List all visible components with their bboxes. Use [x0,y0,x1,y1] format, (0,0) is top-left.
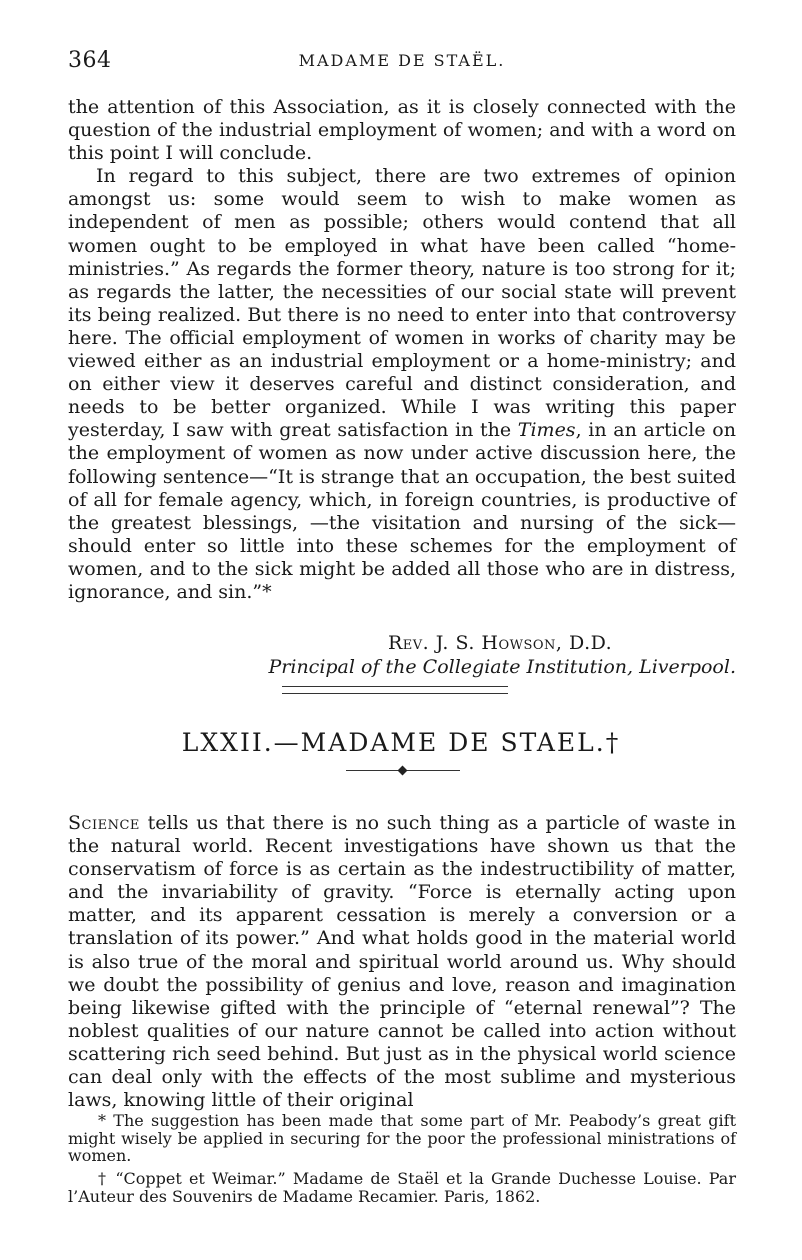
running-head [68,48,736,78]
paragraph-text-b: , in an article on the employment of women as now under active discussion here, the following sentence—“It is strange that an occupation, the best suited of all for female agency, which, in foreign countries, is productive of the greatest blessings, —the visitation and nursing of the sick—should enter so little into these schemes for the employment of women, and to the sick might be added all those who are in distress, ignorance, and sin.”* [68,419,736,603]
section-divider-rule [282,686,508,694]
section-body [68,812,736,1112]
running-title: MADAME DE STAËL. [298,51,506,70]
author-affiliation: Principal of the Collegiate Institution, Liverpool. [268,656,736,678]
section-paragraph [68,812,736,1112]
diamond-ornament-icon [398,765,408,775]
section-paragraph-text: tells us that there is no such thing as a particle of waste in the natural world. Recent investigations have shown us that the conservatism of force is as certain as the indestructibility of matter, and the invariability of gravity. “Force is eternally acting upon matter, and its apparent cessation is merely a conversion or a translation of its power.” And what holds good in the material world is also true of the moral and spiritual world around us. Why should we doubt the possibility of genius and love, reason and imagination being likewise gifted with the principle of “eternal renewal”? The noblest qualities of our nature cannot be called into action without scattering rich seed behind. But just as in the physical world science can deal only with the effects of the most sublime and mysterious laws, knowing little of their original [68,812,736,1112]
page-number: 364 [68,48,112,73]
section-heading: LXXII.—MADAME DE STAEL.† [181,728,621,757]
ornamental-rule [346,770,460,773]
paragraph-continued: the attention of this Association, as it is closely connected with the question of the industrial employment of women; and with a word on this point I will conclude. [68,96,736,165]
section-lead-word: Science [68,812,140,834]
paragraph-home-ministries [68,165,736,604]
times-newspaper-title: Times [517,419,576,442]
footnote-asterisk [68,1112,736,1165]
article-continuation [68,96,736,604]
footnote-text: * The suggestion has been made that some part of Mr. Peabody’s great gift might wisely be applied in securing for the poor the professional ministrations of women. [68,1111,736,1166]
paragraph-text-a: In regard to this subject, there are two extremes of opinion amongst us: some would seem to wish to make women as independent of men as possible; others would contend that all women ought to be employed in what have been called “home-ministries.” As regards the former theory, nature is too strong for it; as regards the latter, the necessities of our social state will prevent its being realized. But there is no need to enter into that controversy here. The official employment of women in works of charity may be viewed either as an industrial employment or a home-ministry; and on either view it deserves careful and distinct consideration, and needs to be better organized. While I was writing this paper yesterday, I saw with great satisfaction in the [68,165,736,442]
author-signature: Rev. J. S. Howson, D.D. [388,632,613,654]
footnote-text: † “Coppet et Weimar.” Madame de Staël et la Grande Duchesse Louise. Par l’Auteur des Souvenirs de Madame Recamier. Paris, 1862. [68,1169,736,1206]
footnote-dagger [68,1170,736,1205]
